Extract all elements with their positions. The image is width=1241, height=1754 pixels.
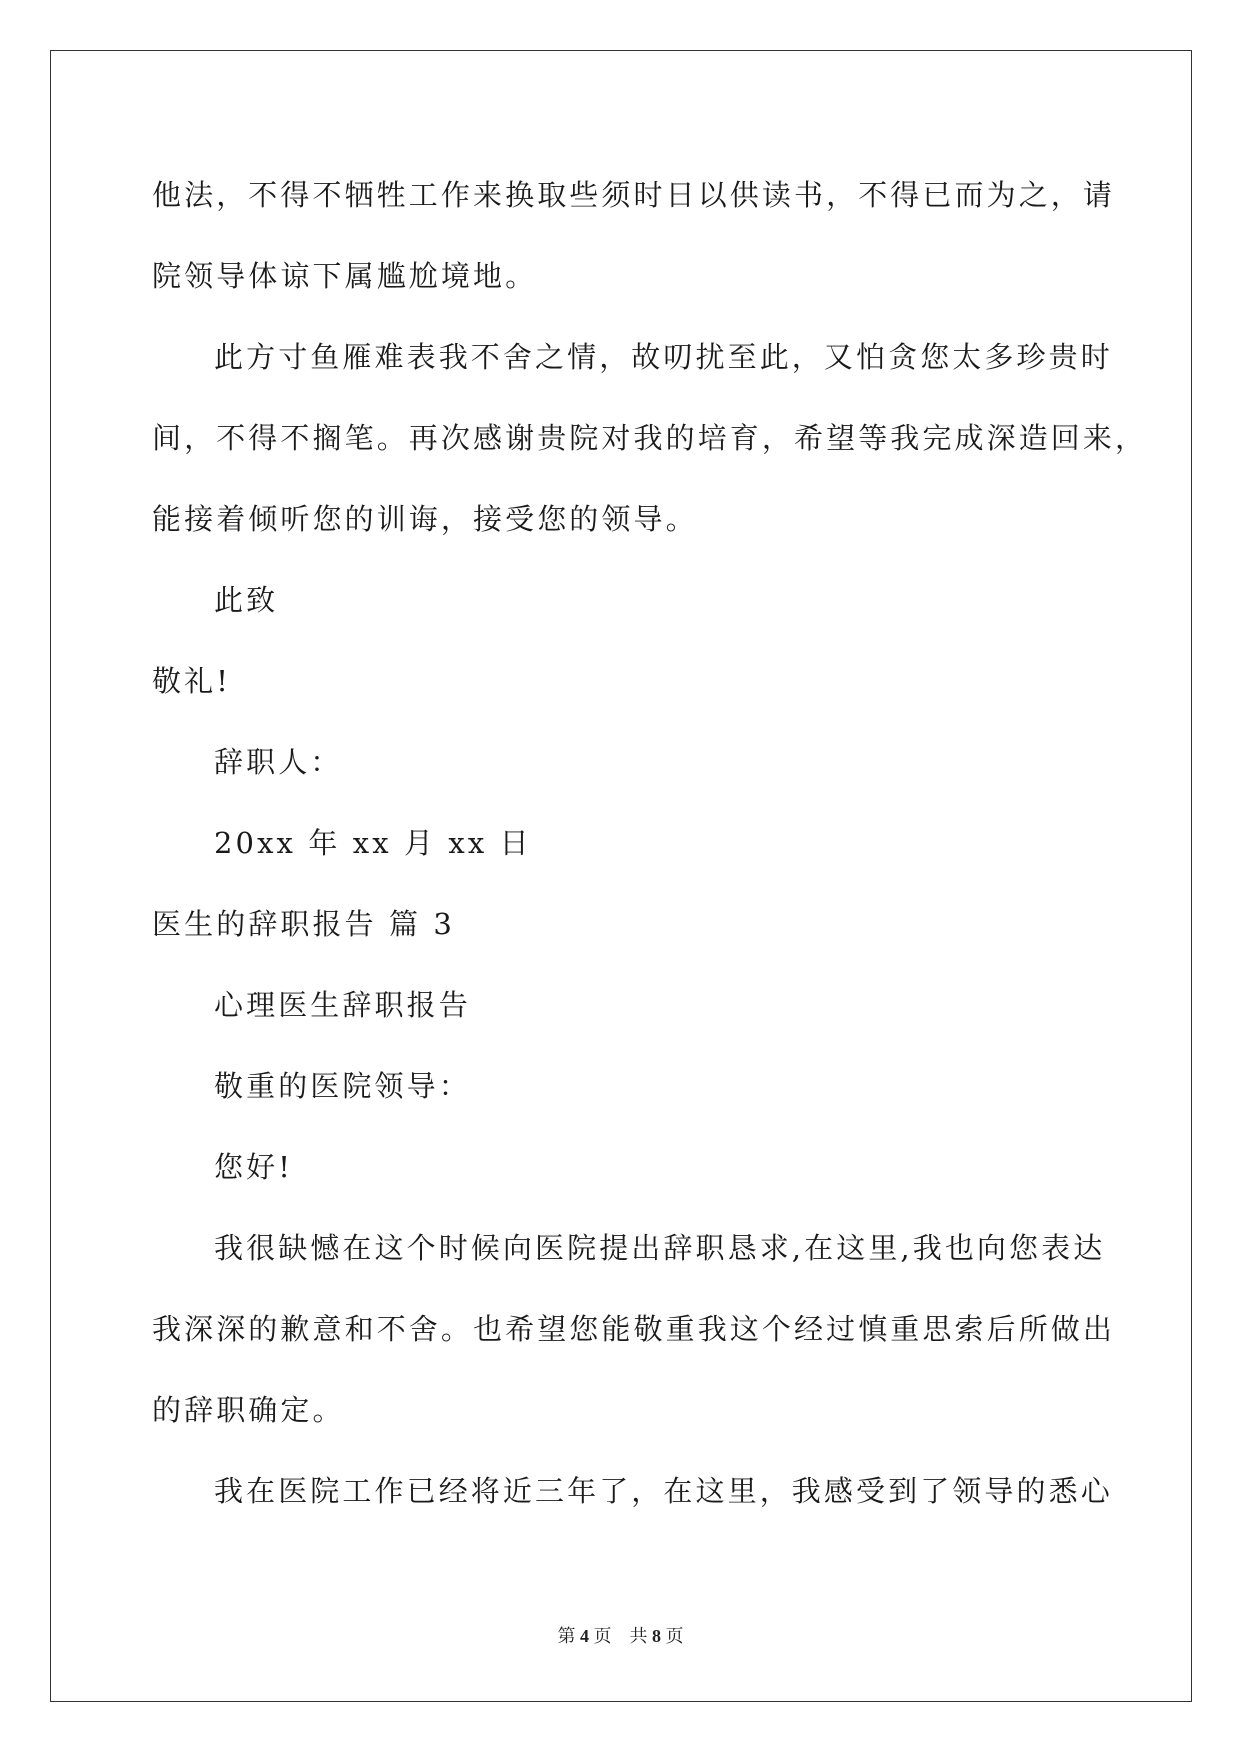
paragraph-line: 他法，不得不牺牲工作来换取些须时日以供读书，不得已而为之，请 xyxy=(152,178,1116,212)
greeting-line: 您好! xyxy=(214,1150,293,1184)
signature-line: 辞职人： xyxy=(214,745,343,779)
page-suffix: 页 xyxy=(665,1626,684,1646)
paragraph-line: 我很缺憾在这个时候向医院提出辞职恳求,在这里,我也向您表达 xyxy=(214,1231,1106,1265)
current-page: 4 xyxy=(580,1626,589,1646)
paragraph-line: 的辞职确定。 xyxy=(152,1393,345,1427)
paragraph-line: 院领导体谅下属尴尬境地。 xyxy=(152,259,538,293)
paragraph-line: 我在医院工作已经将近三年了，在这里，我感受到了领导的悉心 xyxy=(214,1474,1113,1508)
salutation-line: 敬礼! xyxy=(152,664,231,698)
total-pages: 8 xyxy=(652,1626,661,1646)
letter-title: 心理医生辞职报告 xyxy=(214,988,471,1022)
page-number xyxy=(0,1623,1241,1649)
recipient-line: 敬重的医院领导： xyxy=(214,1069,471,1103)
closing-line: 此致 xyxy=(214,583,279,617)
paragraph-line: 我深深的歉意和不舍。也希望您能敬重我这个经过慎重思索后所做出 xyxy=(152,1312,1116,1346)
section-heading: 医生的辞职报告 篇 3 xyxy=(152,907,455,941)
date-line: 20xx 年 xx 月 xx 日 xyxy=(214,826,532,860)
page-prefix: 第 xyxy=(557,1626,576,1646)
paragraph-line: 此方寸鱼雁难表我不舍之情，故叨扰至此，又怕贪您太多珍贵时 xyxy=(214,340,1113,374)
page-mid: 页 共 xyxy=(593,1626,648,1646)
paragraph-line: 间，不得不搁笔。再次感谢贵院对我的培育，希望等我完成深造回来， xyxy=(152,421,1148,455)
page-frame xyxy=(50,50,1192,1702)
paragraph-line: 能接着倾听您的训诲，接受您的领导。 xyxy=(152,502,698,536)
